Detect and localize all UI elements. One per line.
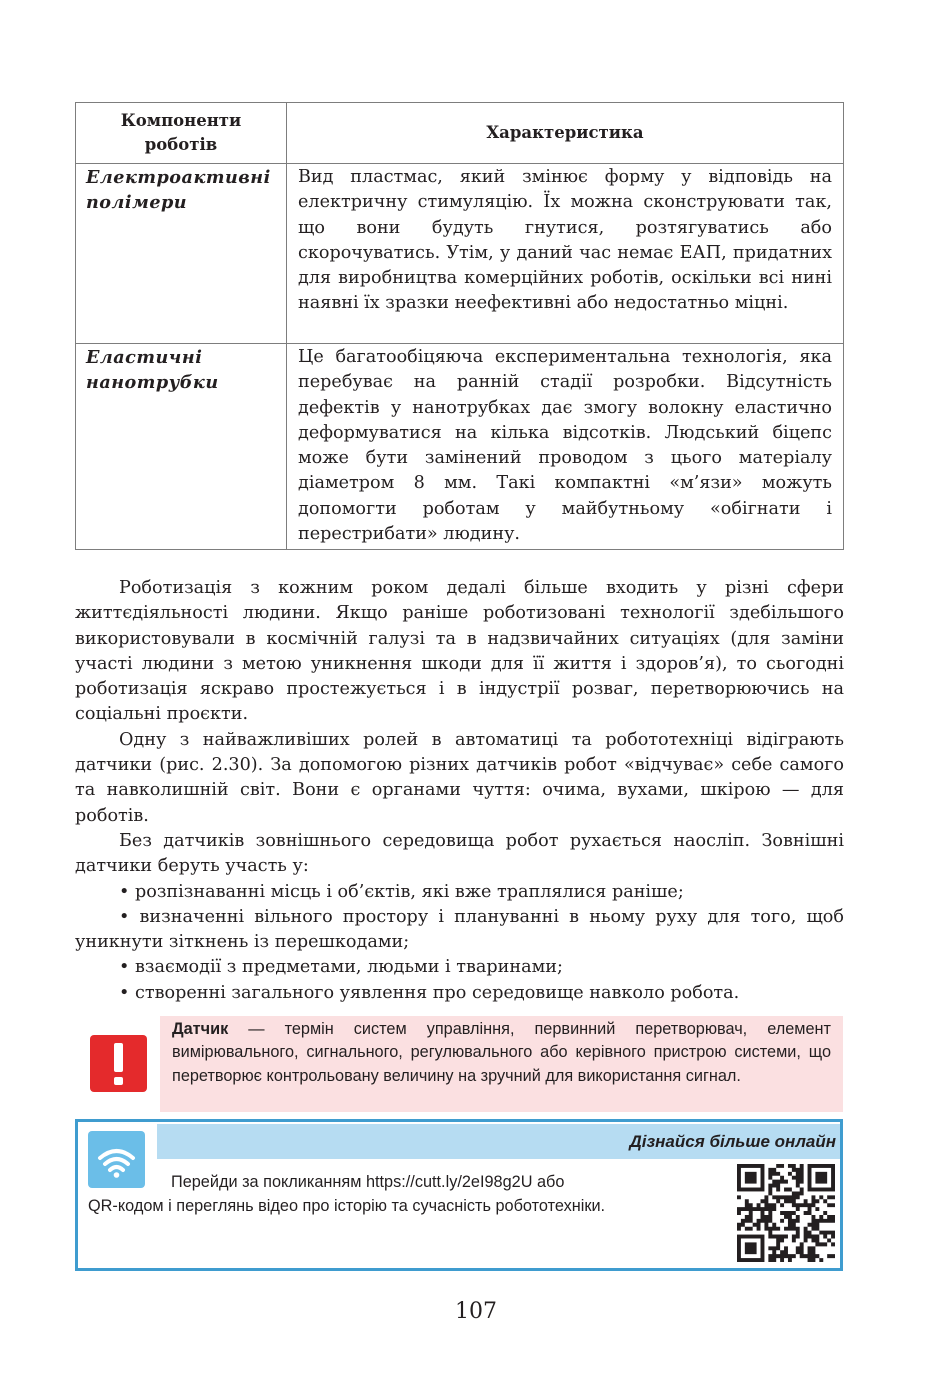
paragraph: Без датчиків зовнішнього середовища робот рухається наосліп. Зовнішні датчики беруть участь у: [75, 830, 844, 877]
list-item: • розпізнаванні місць і об’єктів, які вже траплялися раніше; [75, 880, 844, 905]
list-item: • взаємодії з предметами, людьми і тваринами; [75, 955, 844, 980]
exclamation-icon [90, 1035, 147, 1092]
table-cell-component: Еластичні нанотрубки [76, 344, 287, 550]
paragraph: Роботизація з кожним роком дедалі більше входить у різні сфери життєдіяльності людини. Якщо раніше роботизовані технології здебільшого використовували в космічній галузі та в надзвичайних ситуаціях (для заміни участі людини з метою уникнення шкоди для її життя і здоров’я), то сьогодні роботизація яскраво простежується і в індустрії розваг, перетворюючись на соціальні проєкти. [75, 578, 844, 725]
qr-code[interactable] [737, 1164, 835, 1262]
table-cell-description: Це багатообіцяюча експериментальна технологія, яка перебуває на ранній стадії розробки. Відсутність дефектів у нанотрубках дає змогу волокну еластично деформуватися на кілька відсотків. Людський біцепс може бути замінений проводом з цього матеріалу діаметром 8 мм. Такі компактні «м’язи» можуть допомогти роботам у майбутньому «обігнати і перестрибати» людину. [287, 344, 844, 550]
table-header-characteristic: Характеристика [287, 103, 844, 164]
page-number: 107 [455, 1299, 497, 1324]
definition-term: Датчик [172, 1020, 229, 1038]
list-item: • визначенні вільного простору і плануванні в ньому руху для того, щоб уникнути зіткнень із перешкодами; [75, 905, 844, 956]
table-cell-component: Електроактивні полімери [76, 164, 287, 344]
bullet-list [75, 880, 844, 1006]
table-row [76, 344, 844, 550]
online-text-line: QR-кодом і переглянь відео про історію та сучасність робототехніки. [88, 1197, 606, 1215]
online-text [88, 1170, 728, 1218]
online-header: Дізнайся більше онлайн [157, 1124, 840, 1159]
table-header-row [76, 103, 844, 164]
online-box [75, 1119, 843, 1271]
table-row [76, 164, 844, 344]
definition-text: — термін систем управління, первинний перетворювач, елемент вимірювального, сигнального, регулювального або керівного пристрою системи, що перетворює контрольовану величину на зручний для використання сигнал. [172, 1020, 831, 1085]
components-table [75, 102, 844, 550]
list-item: • створенні загального уявлення про середовище навколо робота. [75, 981, 844, 1006]
online-text-line: Перейди за покликанням https://cutt.ly/2eI98g2U або [171, 1173, 565, 1191]
definition-box [160, 1016, 843, 1112]
table-cell-description: Вид пластмас, який змінює форму у відповідь на електричну стимуляцію. Їх можна сконструювати так, що вони будуть гнутися, розтягуватись або скорочуватись. Утім, у даний час немає ЕАП, придатних для виробництва комерційних роботів, оскільки всі нині наявні їх зразки неефективні або недостатньо міцні. [287, 164, 844, 344]
main-text [75, 576, 844, 1006]
paragraph: Одну з найважливіших ролей в автоматиці та робототехніці відіграють датчики (рис. 2.30). За допомогою різних датчиків робот «відчуває» себе самого та навколишній світ. Вони є органами чуття: очима, вухами, шкірою — для роботів. [75, 729, 844, 826]
table-header-components: Компоненти роботів [76, 103, 287, 164]
